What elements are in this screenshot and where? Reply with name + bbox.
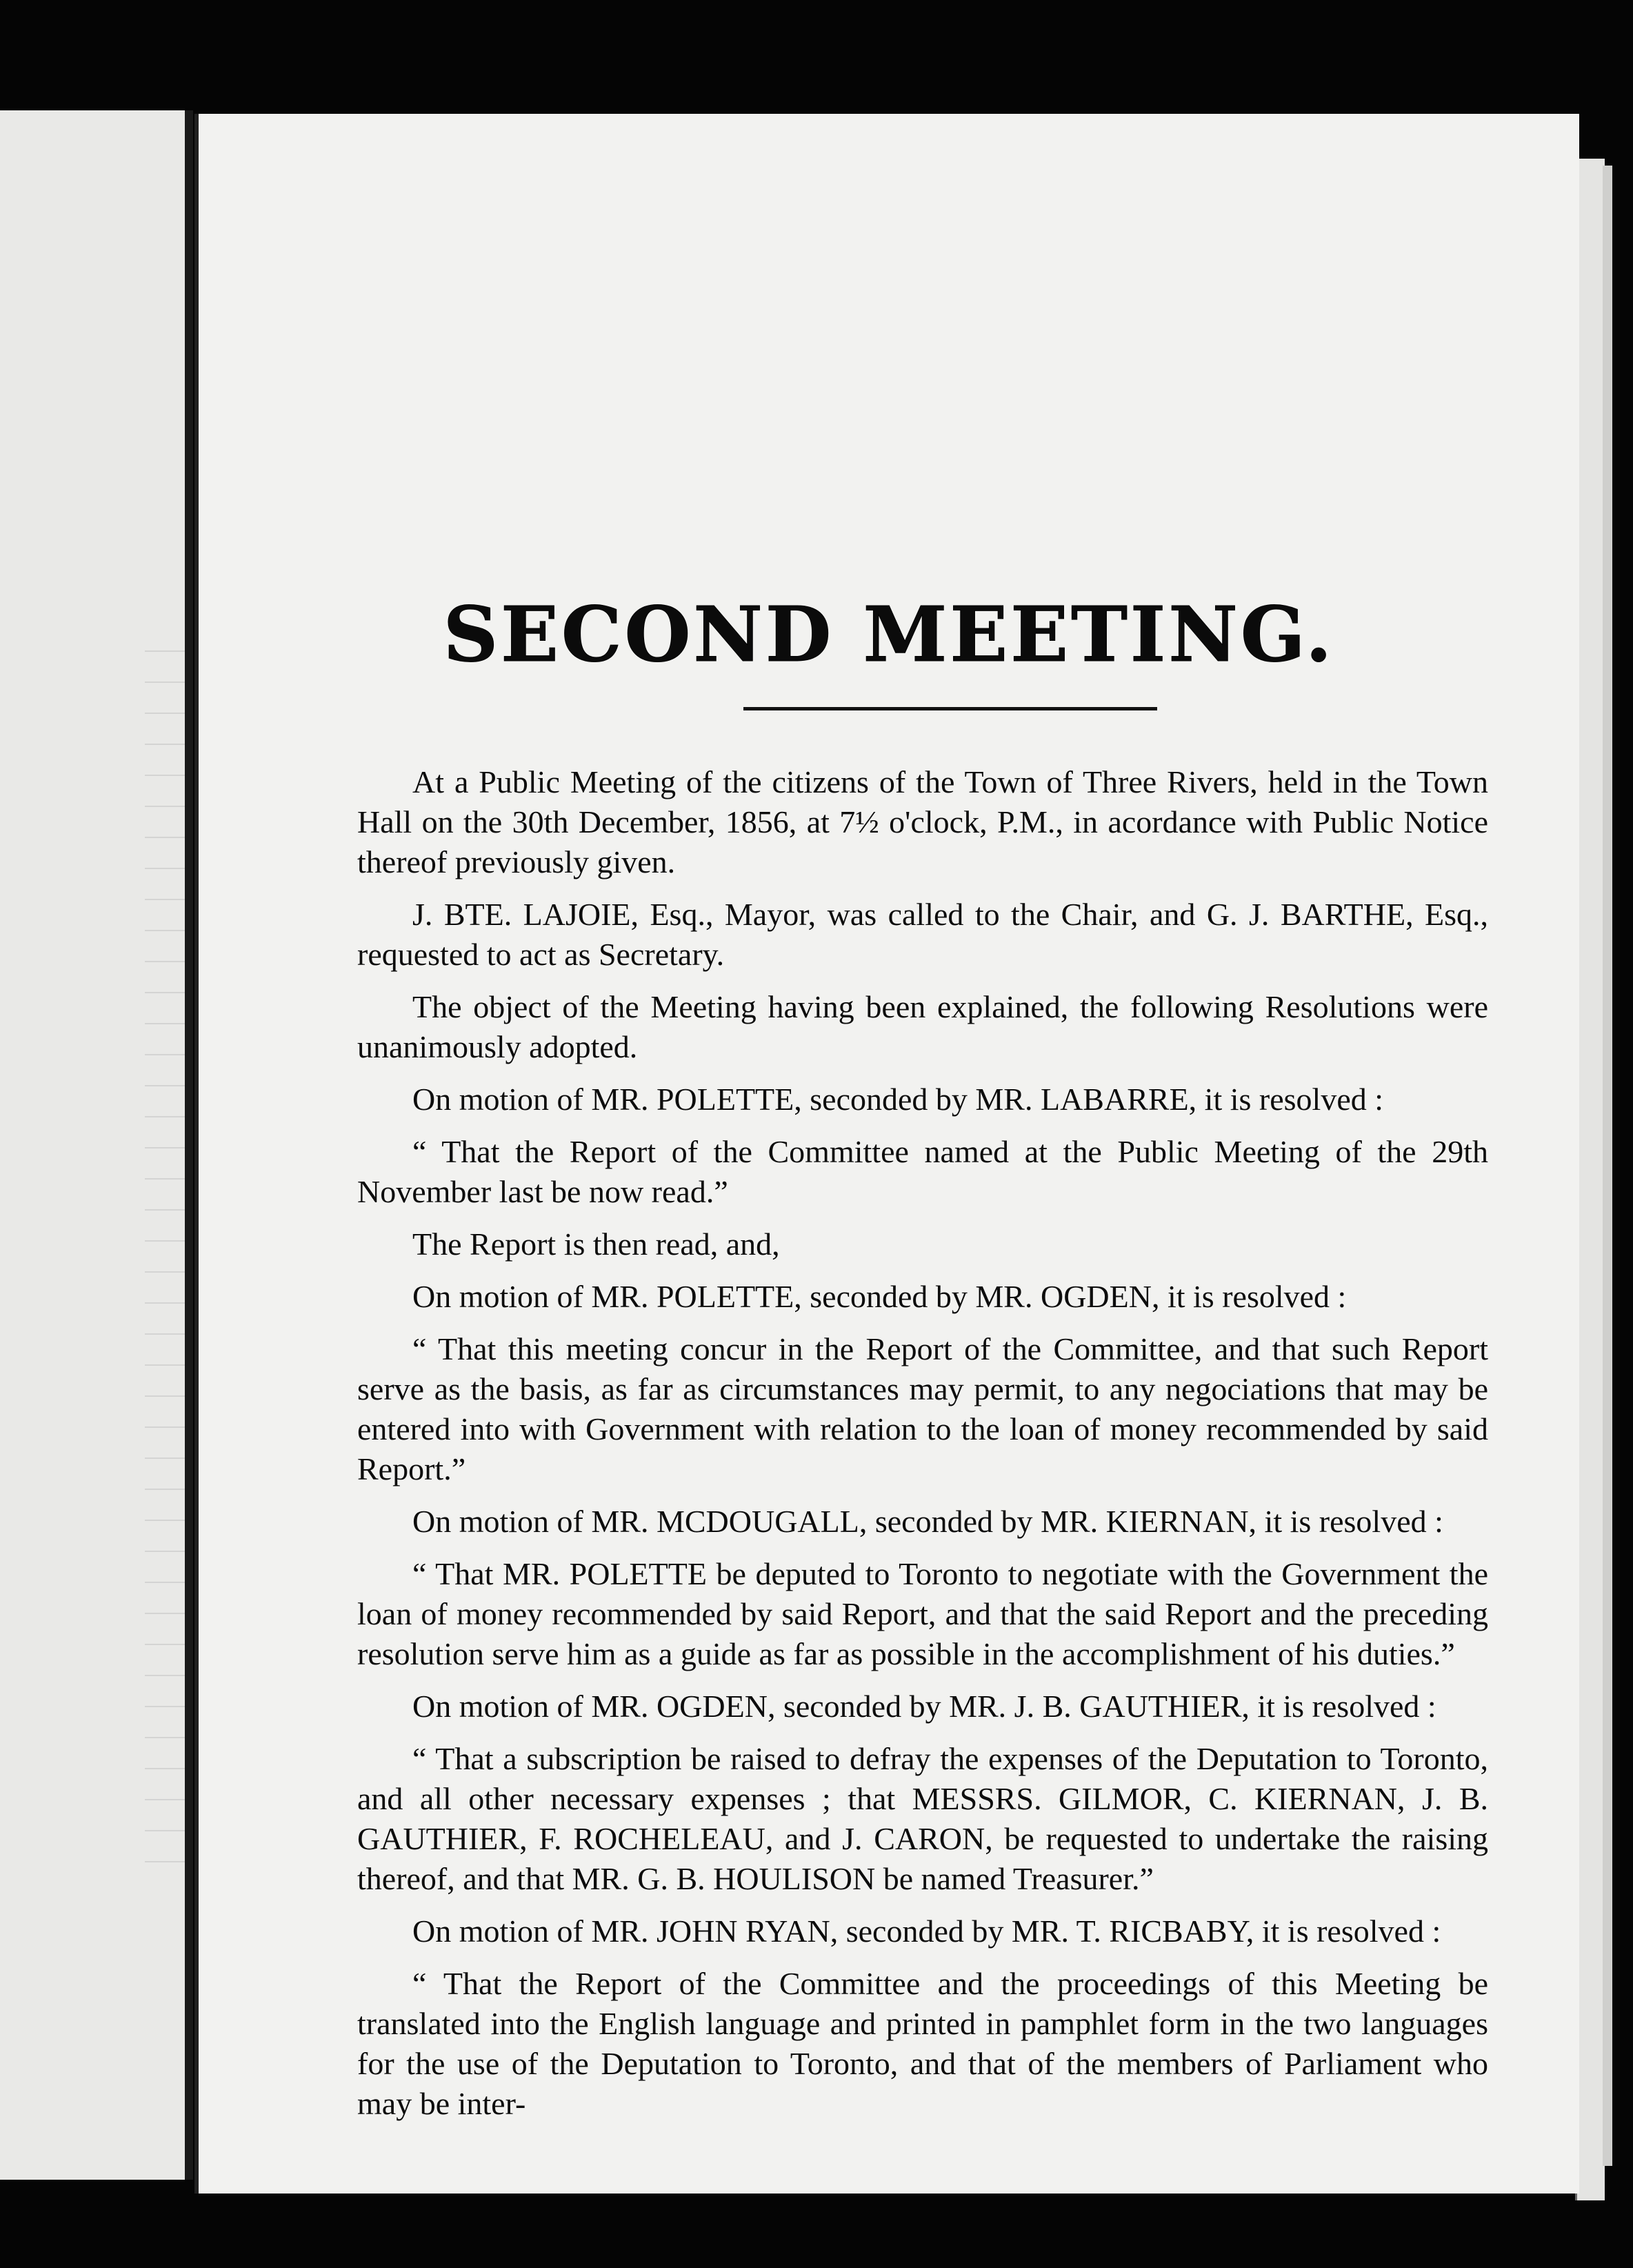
page-edge (1575, 159, 1605, 2200)
page-title: SECOND MEETING. (443, 590, 1335, 679)
paragraph: The Report is then read, and, (412, 1226, 780, 1262)
title-rule (743, 707, 1157, 710)
paragraph: The object of the Meeting having been explained, the following Resolutions were unanimously adopted. (357, 989, 1488, 1064)
paragraph: On motion of MR. MCDOUGALL, seconded by MR. KIERNAN, it is resolved : (412, 1504, 1443, 1539)
paragraph: On motion of MR. POLETTE, seconded by MR. OGDEN, it is resolved : (412, 1279, 1347, 1314)
document-body (357, 762, 1488, 2136)
paragraph: On motion of MR. POLETTE, seconded by MR. LABARRE, it is resolved : (412, 1082, 1384, 1117)
resolution-quote: “ That a subscription be raised to defray the expenses of the Deputation to Toronto, and all other necessary expenses ; that MESSRS. GILMOR, C. KIERNAN, J. B. GAUTHIER, F. ROCHELEAU, and J. CARON, be requested to undertake the raising thereof, and that MR. G. B. HOULISON be named Treasurer.” (357, 1741, 1488, 1896)
page-edge-back (1603, 166, 1612, 2166)
paragraph: On motion of MR. JOHN RYAN, seconded by MR. T. RICBABY, it is resolved : (412, 1913, 1441, 1949)
resolution-quote: “ That this meeting concur in the Report of the Committee, and that such Report serve as the basis, as far as circumstances may permit, to any negociations that may be entered into with Government with relation to the loan of money recommended by said Report.” (357, 1331, 1488, 1486)
resolution-quote: “ That MR. POLETTE be deputed to Toronto to negotiate with the Government the loan of money recommended by said Report, and that the said Report and the preceding resolution serve him as a guide as far as possible in the accomplishment of his duties.” (357, 1556, 1488, 1671)
paragraph: On motion of MR. OGDEN, seconded by MR. J. B. GAUTHIER, it is resolved : (412, 1689, 1436, 1724)
book-spine (185, 110, 193, 2180)
paragraph: At a Public Meeting of the citizens of the Town of Three Rivers, held in the Town Hall on the 30th December, 1856, at 7½ o'clock, P.M., in acordance with Public Notice thereof previously given. (357, 764, 1488, 879)
document-page (194, 114, 1579, 2194)
facing-page (0, 110, 193, 2180)
resolution-quote: “ That the Report of the Committee and the proceedings of this Meeting be translated into the English language and printed in pamphlet form in the two languages for the use of the Deputation to Toronto, and that of the members of Parliament who may be inter- (357, 1966, 1488, 2121)
resolution-quote: “ That the Report of the Committee named at the Public Meeting of the 29th November last be now read.” (357, 1134, 1488, 1209)
paragraph: J. BTE. LAJOIE, Esq., Mayor, was called to the Chair, and G. J. BARTHE, Esq., requested to act as Secretary. (357, 897, 1488, 972)
